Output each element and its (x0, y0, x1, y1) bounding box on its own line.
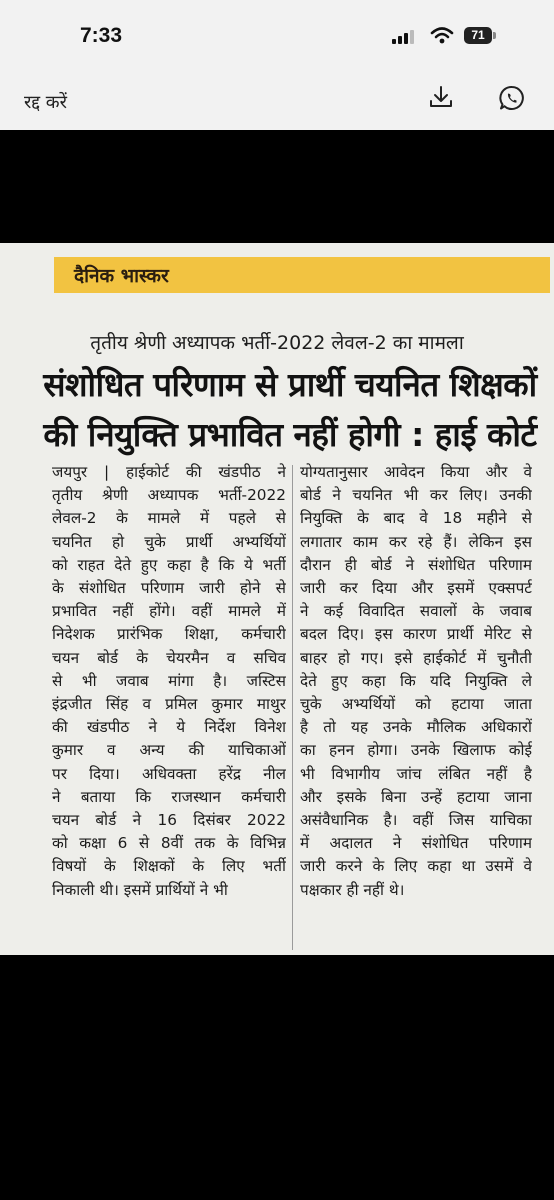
article-text-line: को कक्षा 6 से 8वीं तक के विभिन्न (52, 834, 286, 853)
article-column-left (52, 461, 286, 902)
status-bar (0, 0, 554, 74)
article-text-line: ने कई विवादित सवालों के जवाब (300, 602, 532, 621)
article-text-line: चयन बोर्ड ने 16 दिसंबर 2022 (52, 811, 286, 830)
article-text-line: विषयों के शिक्षकों के लिए भर्ती (52, 857, 286, 876)
article-text-line: निदेशक प्रारंभिक शिक्षा, कर्मचारी (52, 625, 286, 644)
article-kicker: तृतीय श्रेणी अध्यापक भर्ती-2022 लेवल-2 का मामला (90, 332, 464, 354)
article-text-line: तृतीय श्रेणी अध्यापक भर्ती-2022 (52, 486, 286, 505)
column-divider (292, 465, 293, 950)
article-text-line: भी विभागीय जांच लंबित नहीं है (300, 764, 532, 783)
article-text-line: से भी जवाब मांगा है। जस्टिस (52, 671, 286, 690)
article-text-line: दौरान ही बोर्ड ने संशोधित परिणाम (300, 555, 532, 574)
article-text-line: जयपुर | हाईकोर्ट की खंडपीठ ने (52, 463, 286, 481)
whatsapp-icon[interactable] (498, 84, 526, 112)
download-icon[interactable] (428, 84, 454, 110)
article-text-line: बोर्ड ने चयनित भी कर लिए। उनकी (300, 486, 532, 505)
article-text-line: निकाली थी। इसमें प्रार्थियों ने भी (52, 880, 228, 899)
article-text-line: पर दिया। अधिवक्ता हरेंद्र नील (52, 764, 286, 783)
article-text-line: लेवल-2 के मामले में पहले से (52, 509, 286, 528)
article-text-line: में अदालत ने संशोधित परिणाम (300, 834, 532, 853)
article-text-line: चयनित हो चुके प्रार्थी अभ्यर्थियों (52, 532, 286, 551)
article-text-line: जारी करने के लिए कहा था उसमें वे (300, 857, 532, 876)
article-text-line: लगातार काम कर रहे हैं। लेकिन इस (300, 532, 532, 551)
article-text-line: को राहत देते हुए कहा है कि ये भर्ती (52, 555, 286, 574)
viewer-toolbar (0, 74, 554, 130)
newspaper-name: दैनिक भास्कर (74, 265, 169, 287)
article-headline-line1: संशोधित परिणाम से प्रार्थी चयनित शिक्षकों (43, 365, 537, 404)
article-text-line: बदल दिए। इस कारण प्रार्थी मेरिट से (300, 625, 532, 644)
article-text-line: और इसके बिना उन्हें हटाया जाना (300, 787, 532, 806)
article-text-line: के संशोधित परिणाम जारी होने से (52, 579, 286, 598)
article-text-line: चयन बोर्ड के चेयरमैन व सचिव (52, 648, 286, 667)
article-column-right (300, 461, 532, 902)
article-headline-line2: की नियुक्ति प्रभावित नहीं होगी : हाई कोर्ट (43, 415, 537, 454)
cellular-signal-icon (392, 30, 418, 44)
newspaper-masthead (54, 257, 550, 293)
status-time: 7:33 (80, 24, 123, 47)
article-text-line: योग्यतानुसार आवेदन किया और वे (300, 463, 532, 481)
article-text-line: प्रभावित नहीं होंगे। वहीं मामले में (52, 602, 286, 621)
battery-icon: 71 (464, 27, 492, 44)
article-text-line: का हनन होगा। उनके खिलाफ कोई (300, 741, 532, 760)
wifi-icon (430, 26, 454, 44)
article-text-line: नियुक्ति के बाद वे 18 महीने से (300, 509, 532, 528)
cancel-button[interactable]: रद्द करें (24, 92, 67, 113)
article-text-line: कुमार व अन्य की याचिकाओं (52, 741, 286, 760)
article-text-line: इंद्रजीत सिंह व प्रमिल कुमार माथुर (52, 695, 286, 714)
newspaper-clipping-image (0, 243, 554, 955)
article-text-line: देते हुए कहा कि यदि नियुक्ति ले (300, 671, 532, 690)
article-text-line: है तो यह उनके मौलिक अधिकारों (300, 718, 532, 737)
article-text-line: बाहर हो गए। इसे हाईकोर्ट में चुनौती (300, 648, 532, 667)
article-text-line: पक्षकार ही नहीं थे। (300, 880, 405, 899)
article-text-line: जारी कर दिया और इसमें एक्सपर्ट (300, 579, 532, 598)
article-text-line: ने बताया कि राजस्थान कर्मचारी (52, 787, 286, 806)
article-text-line: की खंडपीठ ने ये निर्देश विनेश (52, 718, 286, 737)
article-text-line: चुके अभ्यर्थियों को हटाया जाता (300, 695, 532, 714)
article-text-line: असंवैधानिक है। वहीं जिस याचिका (300, 811, 532, 830)
